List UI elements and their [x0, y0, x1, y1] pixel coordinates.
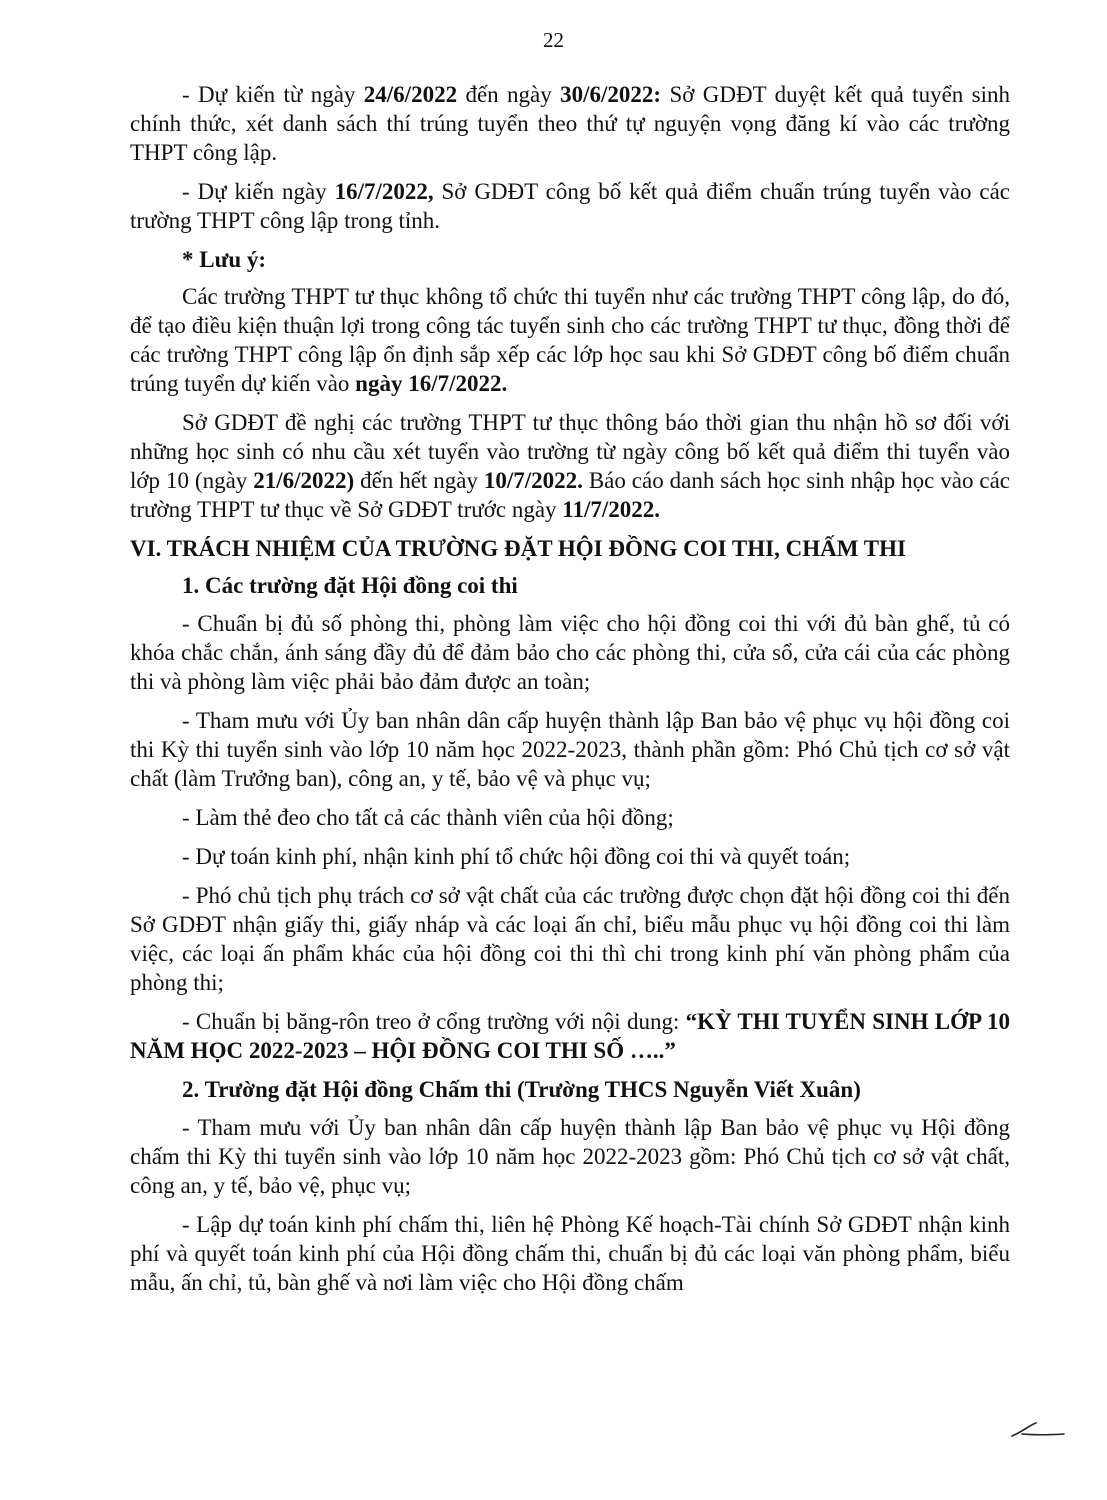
note-heading: * Lưu ý:	[182, 247, 267, 272]
text-run: Sở GDĐT duyệt kết quả tuyển sinh chính thức, xét danh sách thí trúng tuyển theo thứ tự nguyện vọng đăng kí vào các trường THPT công lập.	[130, 82, 1011, 165]
paragraph-official-results	[130, 80, 1010, 167]
banner-text: “KỲ THI TUYỂN SINH LỚP 10 NĂM HỌC 2022-2023 – HỘI ĐỒNG COI THI SỐ …..”	[130, 1009, 1010, 1063]
text-run: - Dự kiến từ ngày	[182, 82, 364, 107]
text-run: đến ngày	[457, 82, 561, 107]
text-run: Sở GDĐT công bố kết quả điểm chuẩn trúng tuyển vào các trường THPT công lập trong tỉnh.	[130, 179, 1011, 233]
date-bold: 11/7/2022.	[562, 497, 661, 522]
text-run: - Dự kiến ngày	[182, 179, 335, 204]
paragraph-cutoff-announcement	[130, 177, 1010, 235]
text-run: Các trường THPT tư thục không tổ chức thi tuyển như các trường THPT công lập, do đó, để tạo điều kiện thuận lợi trong công tác tuyển sinh cho các trường THPT tư thục, đồng thời để các trường THPT công lập ổn định sắp xếp các lớp học sau khi Sở GDĐT công bố điểm chuẩn trúng tuyển dự kiến vào	[130, 284, 1010, 396]
paragraph-badges: - Làm thẻ đeo cho tất cả các thành viên của hội đồng;	[182, 805, 674, 830]
date-bold: 21/6/2022)	[253, 468, 355, 493]
paragraph-private-admission	[130, 408, 1010, 524]
text-run: Báo cáo danh sách học sinh nhập học vào các trường THPT tư thục về Sở GDĐT trước ngày	[130, 468, 1011, 522]
document-body	[130, 80, 1010, 1307]
date-bold: 30/6/2022:	[560, 82, 662, 107]
text-run: đến hết ngày	[354, 468, 484, 493]
paragraph-budget: - Dự toán kinh phí, nhận kinh phí tổ chức hội đồng coi thi và quyết toán;	[182, 844, 851, 869]
section-heading: VI. TRÁCH NHIỆM CỦA TRƯỜNG ĐẶT HỘI ĐỒNG COI THI, CHẤM THI	[130, 536, 906, 561]
paragraph-security-committee: - Tham mưu với Ủy ban nhân dân cấp huyện thành lập Ban bảo vệ phục vụ hội đồng coi thi Kỳ thi tuyển sinh vào lớp 10 năm học 2022-2023, thành phần gồm: Phó Chủ tịch cơ sở vật chất (làm Trưởng ban), công an, y tế, bảo vệ và phục vụ;	[130, 708, 1010, 791]
date-bold: 16/7/2022,	[334, 179, 434, 204]
text-run: Sở GDĐT đề nghị các trường THPT tư thục thông báo thời gian thu nhận hồ sơ đối với những học sinh có nhu cầu xét tuyển vào trường từ ngày công bố kết quả điểm thi tuyển vào lớp 10 (ngày	[130, 410, 1010, 493]
paragraph-exam-materials: - Phó chủ tịch phụ trách cơ sở vật chất của các trường được chọn đặt hội đồng coi thi đến Sở GDĐT nhận giấy thi, giấy nháp và các loại ấn chỉ, biểu mẫu phục vụ hội đồng coi thi làm việc, các loại ấn phẩm khác của hội đồng coi thi thì chi trong kinh phí văn phòng phẩm của phòng thi;	[130, 883, 1010, 995]
handwritten-initial-mark	[1008, 1420, 1068, 1440]
paragraph-prepare-rooms: - Chuẩn bị đủ số phòng thi, phòng làm việc cho hội đồng coi thi với đủ bàn ghế, tủ có khóa chắc chắn, ánh sáng đầy đủ để đảm bảo cho các phòng thi, cửa sổ, cửa cái của các phòng thi và phòng làm việc phải bảo đảm được an toàn;	[130, 611, 1010, 694]
page-number: 22	[543, 28, 564, 52]
date-bold: 24/6/2022	[363, 82, 458, 107]
date-bold: 10/7/2022.	[483, 468, 583, 493]
paragraph-grading-budget: - Lập dự toán kinh phí chấm thi, liên hệ Phòng Kế hoạch-Tài chính Sở GDĐT nhận kinh phí và quyết toán kinh phí của Hội đồng chấm thi, chuẩn bị đủ các loại văn phòng phẩm, biểu mẫu, ấn chỉ, tủ, bàn ghế và nơi làm việc cho Hội đồng chấm	[130, 1212, 1010, 1295]
date-bold: ngày 16/7/2022.	[355, 371, 508, 396]
subsection-heading-grading: 2. Trường đặt Hội đồng Chấm thi (Trường THCS Nguyễn Viết Xuân)	[182, 1077, 861, 1102]
paragraph-private-schools	[130, 282, 1010, 398]
paragraph-banner	[130, 1007, 1010, 1065]
text-run: - Chuẩn bị băng-rôn treo ở cổng trường với nội dung:	[182, 1009, 686, 1034]
paragraph-grading-security: - Tham mưu với Ủy ban nhân dân cấp huyện thành lập Ban bảo vệ phục vụ Hội đồng chấm thi Kỳ thi tuyển sinh vào lớp 10 năm học 2022-2023 gồm: Phó Chủ tịch cơ sở vật chất, công an, y tế, bảo vệ, phục vụ;	[130, 1115, 1010, 1198]
subsection-heading-invigilation: 1. Các trường đặt Hội đồng coi thi	[182, 573, 518, 598]
